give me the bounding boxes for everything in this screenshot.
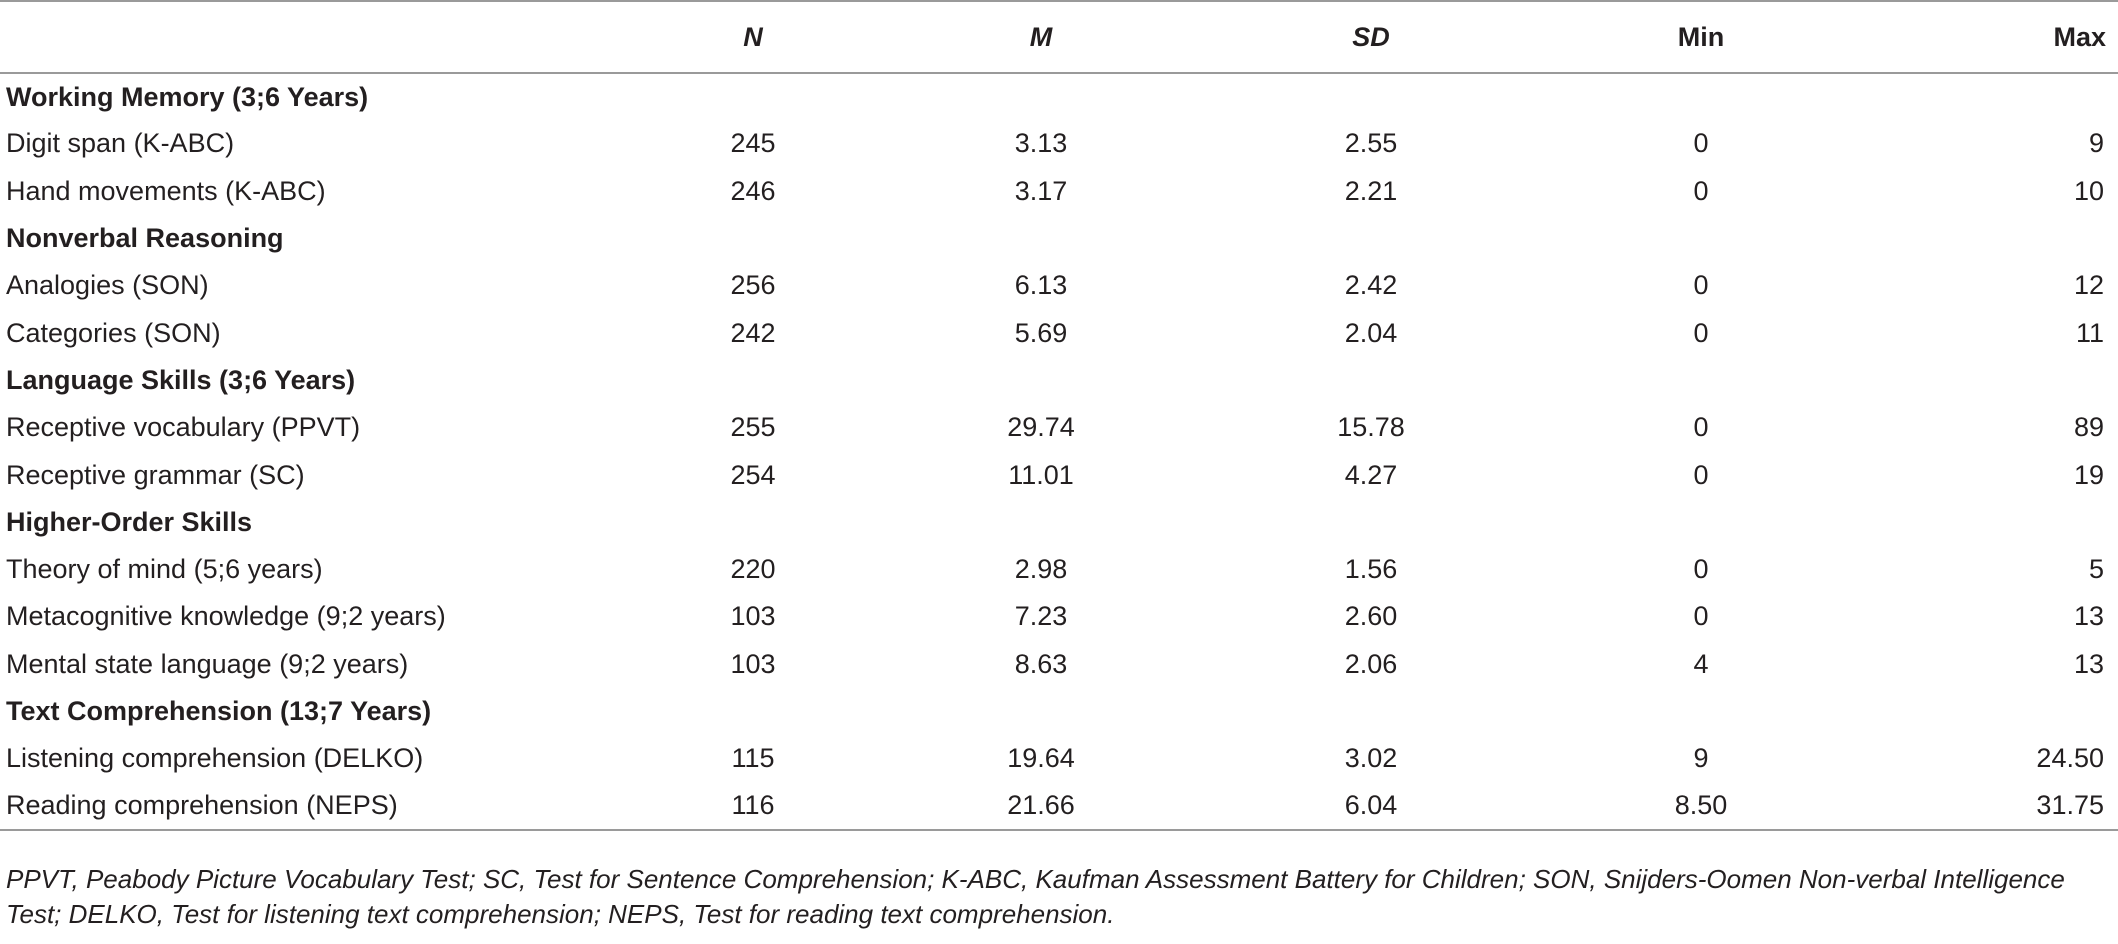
empty-cell <box>1206 215 1536 262</box>
measure-label: Receptive grammar (SC) <box>6 459 305 490</box>
empty-cell <box>876 215 1206 262</box>
empty-cell <box>1536 357 1866 404</box>
cell-n: 116 <box>630 782 876 829</box>
table-row <box>0 404 2118 451</box>
section-title: Text Comprehension (13;7 Years) <box>6 696 432 726</box>
cell-sd: 1.56 <box>1344 554 1398 585</box>
cell-min: 0 <box>1693 317 1709 348</box>
cell-max: 11 <box>2075 317 2104 348</box>
empty-cell <box>876 688 1206 735</box>
cell-min: 0 <box>1693 175 1709 206</box>
cell-n: 256 <box>730 270 776 301</box>
cell-max: 31.75 <box>1866 782 2118 829</box>
cell-m: 29.74 <box>1007 412 1075 443</box>
cell-min: 0 <box>1693 128 1709 159</box>
header-n: N <box>630 1 876 73</box>
cell-min: 0 <box>1693 270 1709 301</box>
cell-n: 254 <box>730 459 776 490</box>
section-header-row <box>0 499 2118 546</box>
empty-cell <box>1206 357 1536 404</box>
cell-min: 9 <box>1693 743 1709 774</box>
cell-m: 21.66 <box>876 782 1206 829</box>
section-title: Language Skills (3;6 Years) <box>6 364 356 395</box>
cell-min: 0 <box>1693 601 1709 632</box>
cell-max: 10 <box>2073 175 2104 206</box>
measure-label: Digit span (K-ABC) <box>6 128 235 159</box>
empty-cell <box>1536 688 1866 735</box>
empty-cell <box>876 499 1206 546</box>
cell-m: 7.23 <box>1014 601 1068 632</box>
cell-m: 19.64 <box>1007 743 1075 774</box>
empty-cell <box>630 499 876 546</box>
section-header-row <box>0 73 2118 120</box>
cell-m: 3.13 <box>1014 128 1068 159</box>
header-min: Min <box>1536 1 1866 73</box>
cell-m: 8.63 <box>1014 648 1068 679</box>
empty-cell <box>1866 73 2118 120</box>
section-header-row <box>0 215 2118 262</box>
cell-m: 5.69 <box>1014 317 1068 348</box>
table-body <box>0 73 2118 830</box>
cell-sd: 2.55 <box>1344 128 1398 159</box>
cell-n: 246 <box>730 175 776 206</box>
empty-cell <box>1866 499 2118 546</box>
cell-sd: 2.06 <box>1344 648 1398 679</box>
empty-cell <box>630 73 876 120</box>
cell-sd: 2.04 <box>1344 317 1398 348</box>
table-footnote: PPVT, Peabody Picture Vocabulary Test; SC, Test for Sentence Comprehension; K-ABC, Kaufman Assessment Battery for Children; SON, Snijders-Oomen Non-verbal Intelligence Test; DELKO, Test for listening text comprehension; NEPS, Test for reading text comprehension. <box>6 864 2065 929</box>
measure-label: Theory of mind (5;6 years) <box>6 554 323 585</box>
table-row <box>0 262 2118 309</box>
table-header <box>0 1 2118 73</box>
table-row <box>0 120 2118 167</box>
empty-cell <box>1206 688 1536 735</box>
cell-max: 12 <box>2073 270 2104 301</box>
table-row <box>0 593 2118 640</box>
cell-min: 8.50 <box>1536 782 1866 829</box>
table-row <box>0 309 2118 356</box>
header-max: Max <box>1866 1 2118 73</box>
table-row <box>0 735 2118 782</box>
cell-sd: 6.04 <box>1206 782 1536 829</box>
measure-label: Metacognitive knowledge (9;2 years) <box>6 601 446 632</box>
table-row <box>0 782 2118 829</box>
section-title: Nonverbal Reasoning <box>6 223 284 254</box>
empty-cell <box>630 215 876 262</box>
cell-m: 2.98 <box>1014 554 1068 585</box>
cell-min: 0 <box>1693 554 1709 585</box>
cell-sd: 2.21 <box>1344 175 1398 206</box>
header-label <box>0 1 630 73</box>
cell-n: 242 <box>730 317 776 348</box>
cell-min: 0 <box>1693 459 1709 490</box>
section-title: Working Memory (3;6 Years) <box>6 81 369 112</box>
cell-sd: 4.27 <box>1344 459 1398 490</box>
measure-label: Mental state language (9;2 years) <box>6 648 409 679</box>
cell-n: 103 <box>730 648 776 679</box>
header-m: M <box>876 1 1206 73</box>
cell-m: 6.13 <box>1014 270 1068 301</box>
measure-label: Categories (SON) <box>6 317 221 348</box>
measure-label: Listening comprehension (DELKO) <box>6 743 424 774</box>
empty-cell <box>876 73 1206 120</box>
cell-n: 103 <box>730 601 776 632</box>
section-header-row <box>0 357 2118 404</box>
cell-sd: 15.78 <box>1337 412 1405 443</box>
cell-m: 11.01 <box>1008 459 1074 490</box>
cell-sd: 2.42 <box>1344 270 1398 301</box>
section-header-row <box>0 688 2118 735</box>
empty-cell <box>1536 499 1866 546</box>
cell-max: 13 <box>2073 601 2104 632</box>
cell-n: 255 <box>730 412 776 443</box>
section-title: Higher-Order Skills <box>6 506 253 537</box>
measure-label: Receptive vocabulary (PPVT) <box>6 412 361 443</box>
measure-label: Analogies (SON) <box>6 270 209 301</box>
cell-sd: 3.02 <box>1344 743 1398 774</box>
empty-cell <box>630 688 876 735</box>
empty-cell <box>1866 357 2118 404</box>
measure-label: Reading comprehension (NEPS) <box>0 782 630 829</box>
header-sd: SD <box>1206 1 1536 73</box>
table-row <box>0 168 2118 215</box>
table-row <box>0 641 2118 688</box>
cell-n: 115 <box>731 743 775 774</box>
cell-min: 4 <box>1693 648 1709 679</box>
cell-max: 13 <box>2073 648 2104 679</box>
empty-cell <box>1866 688 2118 735</box>
cell-n: 245 <box>730 128 776 159</box>
cell-m: 3.17 <box>1014 175 1068 206</box>
cell-max: 9 <box>2088 128 2104 159</box>
empty-cell <box>1206 73 1536 120</box>
header-row <box>0 1 2118 73</box>
empty-cell <box>1536 215 1866 262</box>
table-row <box>0 451 2118 498</box>
empty-cell <box>630 357 876 404</box>
cell-min: 0 <box>1693 412 1709 443</box>
cell-n: 220 <box>730 554 776 585</box>
cell-max: 89 <box>2073 412 2104 443</box>
empty-cell <box>1206 499 1536 546</box>
cell-sd: 2.60 <box>1344 601 1398 632</box>
measure-label: Hand movements (K-ABC) <box>6 175 326 206</box>
empty-cell <box>876 357 1206 404</box>
table-row <box>0 546 2118 593</box>
empty-cell <box>1866 215 2118 262</box>
cell-max: 24.50 <box>2036 743 2104 774</box>
cell-max: 19 <box>2073 459 2104 490</box>
cell-max: 5 <box>2088 554 2104 585</box>
empty-cell <box>1536 73 1866 120</box>
